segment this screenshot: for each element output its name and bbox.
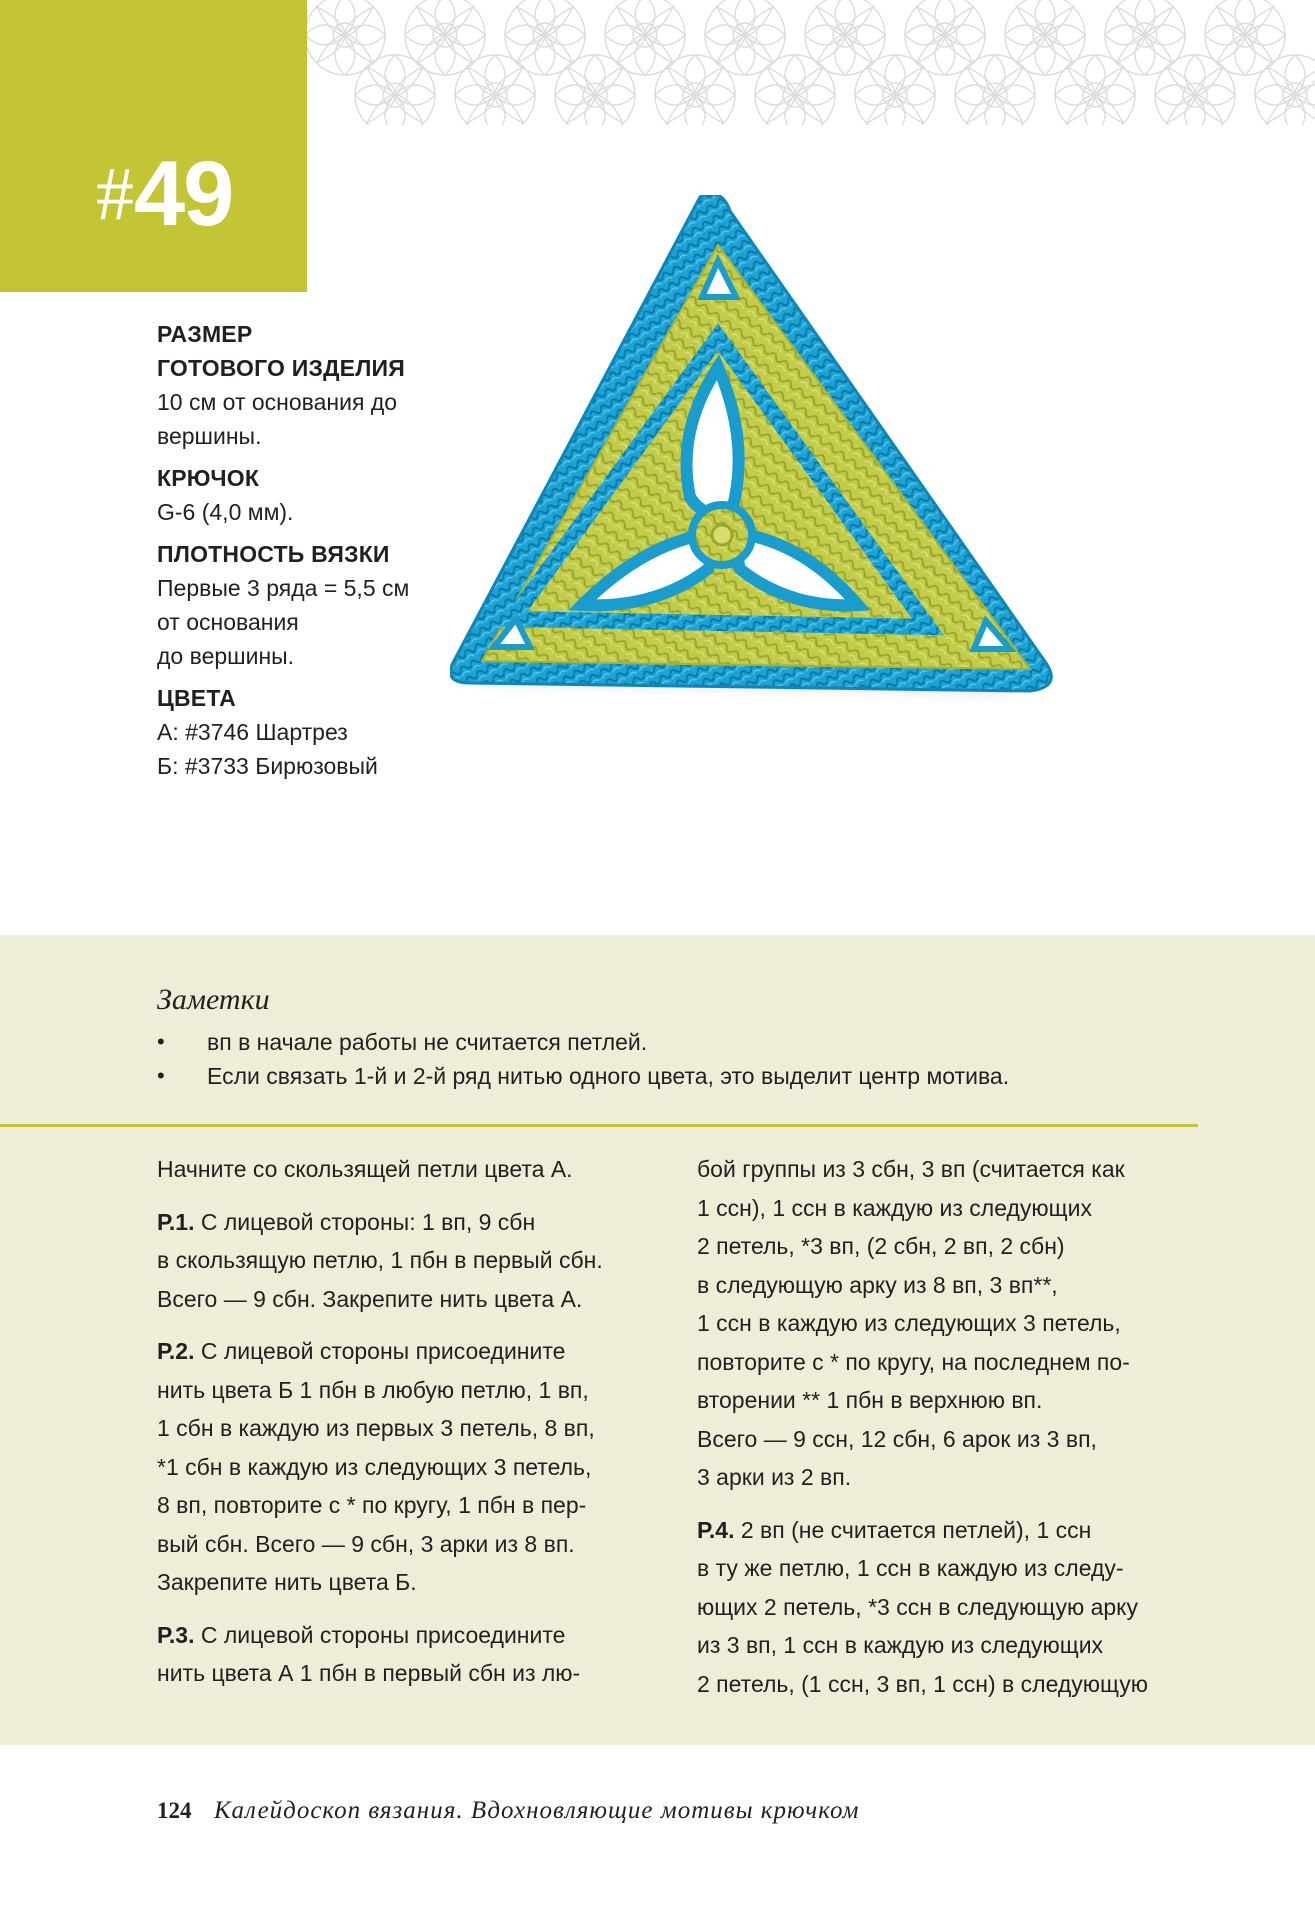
spec-heading: КРЮЧОК	[157, 465, 260, 491]
pattern-specs	[157, 317, 457, 791]
instruction-row-1	[157, 1203, 657, 1319]
row-label: Р.4.	[697, 1516, 735, 1543]
instruction-line: 1 ссн в каждую из следующих 3 петель,	[697, 1310, 1121, 1336]
instruction-line: бой группы из 3 сбн, 3 вп (считается как	[697, 1156, 1125, 1182]
instruction-line: 1 ссн), 1 ссн в каждую из следующих	[697, 1194, 1092, 1221]
instruction-line: 8 вп, повторите с * по кругу, 1 пбн в пер-	[157, 1492, 587, 1518]
spec-text: от основания	[157, 609, 299, 635]
instruction-line	[157, 1332, 657, 1371]
bullet-icon: •	[157, 1063, 165, 1088]
bullet-icon: •	[157, 1029, 165, 1054]
spec-text: G-6 (4,0 мм).	[157, 499, 294, 525]
note-text: Если связать 1-й и 2-й ряд нитью одного цвета, это выделит центр мотива.	[207, 1063, 1010, 1089]
instruction-text: С лицевой стороны присоедините	[194, 1338, 566, 1364]
row-label: Р.3.	[157, 1621, 195, 1648]
instruction-line: нить цвета Б 1 пбн в любую петлю, 1 вп,	[157, 1376, 589, 1403]
spec-text: А: #3746 Шартрез	[157, 719, 348, 745]
book-title: Калейдоскоп вязания. Вдохновляющие мотивы крючком	[213, 1797, 860, 1824]
spec-heading: ЦВЕТА	[157, 685, 236, 711]
instruction-text: С лицевой стороны: 1 вп, 9 сбн	[194, 1208, 536, 1235]
pattern-number	[96, 143, 233, 245]
instruction-line: 1 сбн в каждую из первых 3 петель, 8 вп,	[157, 1415, 595, 1441]
instruction-line	[697, 1511, 1217, 1550]
page-footer	[157, 1797, 859, 1825]
instruction-row-3	[157, 1616, 657, 1693]
instructions-right-column	[697, 1150, 1217, 1717]
instruction-paragraph	[157, 1150, 657, 1189]
instruction-line: в следующую арку из 8 вп, 3 вп**,	[697, 1271, 1058, 1298]
instructions-left-column	[157, 1150, 657, 1707]
instruction-line: 2 петель, (1 ссн, 3 вп, 1 ссн) в следующую	[697, 1670, 1148, 1697]
spec-text: Б: #3733 Бирюзовый	[157, 753, 378, 779]
pattern-number-hash: #	[96, 152, 134, 236]
spec-size	[157, 317, 457, 453]
spec-text: до вершины.	[157, 643, 295, 669]
instruction-row-3-continued	[697, 1150, 1217, 1497]
instruction-row-2	[157, 1332, 657, 1602]
row-label: Р.2.	[157, 1338, 195, 1364]
instruction-row-4	[697, 1511, 1217, 1704]
spec-colors	[157, 681, 457, 783]
instruction-line: 2 петель, *3 вп, (2 сбн, 2 вп, 2 сбн)	[697, 1233, 1065, 1259]
spec-text: вершины.	[157, 423, 262, 449]
instruction-line: вый сбн. Всего — 9 сбн, 3 арки из 8 вп.	[157, 1530, 575, 1557]
page-number: 124	[157, 1798, 192, 1823]
instruction-line: в ту же петлю, 1 ссн в каждую из следу-	[697, 1555, 1124, 1581]
spec-text: Первые 3 ряда = 5,5 см	[157, 575, 410, 601]
instruction-line: Всего — 9 сбн. Закрепите нить цвета А.	[157, 1285, 583, 1312]
instruction-line: вторении ** 1 пбн в верхнюю вп.	[697, 1387, 1043, 1413]
instruction-line: *1 сбн в каждую из следующих 3 петель,	[157, 1453, 592, 1480]
notes-list	[157, 1025, 1009, 1093]
lace-pattern-band	[305, 0, 1315, 125]
instruction-line: в скользящую петлю, 1 пбн в первый сбн.	[157, 1247, 603, 1273]
spec-heading: ГОТОВОГО ИЗДЕЛИЯ	[157, 355, 406, 381]
instruction-line: нить цвета А 1 пбн в первый сбн из лю-	[157, 1660, 581, 1686]
instruction-line: Всего — 9 ссн, 12 сбн, 6 арок из 3 вп,	[697, 1425, 1097, 1452]
spec-gauge	[157, 537, 457, 673]
note-text: вп в начале работы не считается петлей.	[207, 1029, 648, 1055]
instruction-text: 2 вп (не считается петлей), 1 ссн	[734, 1516, 1092, 1543]
instruction-line: ющих 2 петель, *3 ссн в следующую арку	[697, 1593, 1138, 1620]
spec-hook	[157, 461, 457, 529]
instruction-line	[157, 1203, 657, 1242]
row-label: Р.1.	[157, 1208, 195, 1235]
divider	[0, 1124, 1198, 1127]
crochet-motif-photo	[450, 195, 1230, 895]
instruction-line: Закрепите нить цвета Б.	[157, 1569, 417, 1595]
instruction-line: Начните со скользящей петли цвета А.	[157, 1156, 573, 1182]
instruction-line: 3 арки из 2 вп.	[697, 1464, 852, 1490]
spec-heading: ПЛОТНОСТЬ ВЯЗКИ	[157, 541, 390, 567]
pattern-number-block	[0, 0, 307, 292]
instruction-text: С лицевой стороны присоедините	[194, 1621, 566, 1648]
instruction-line: повторите с * по кругу, на последнем по-	[697, 1348, 1130, 1375]
list-item	[157, 1059, 1009, 1093]
instruction-line: из 3 вп, 1 ссн в каждую из следующих	[697, 1632, 1104, 1658]
pattern-number-digits: 49	[134, 143, 233, 245]
spec-text: 10 см от основания до	[157, 389, 398, 415]
instruction-line	[157, 1616, 657, 1655]
list-item	[157, 1025, 1009, 1059]
notes-title: Заметки	[157, 983, 270, 1016]
spec-heading: РАЗМЕР	[157, 321, 253, 347]
